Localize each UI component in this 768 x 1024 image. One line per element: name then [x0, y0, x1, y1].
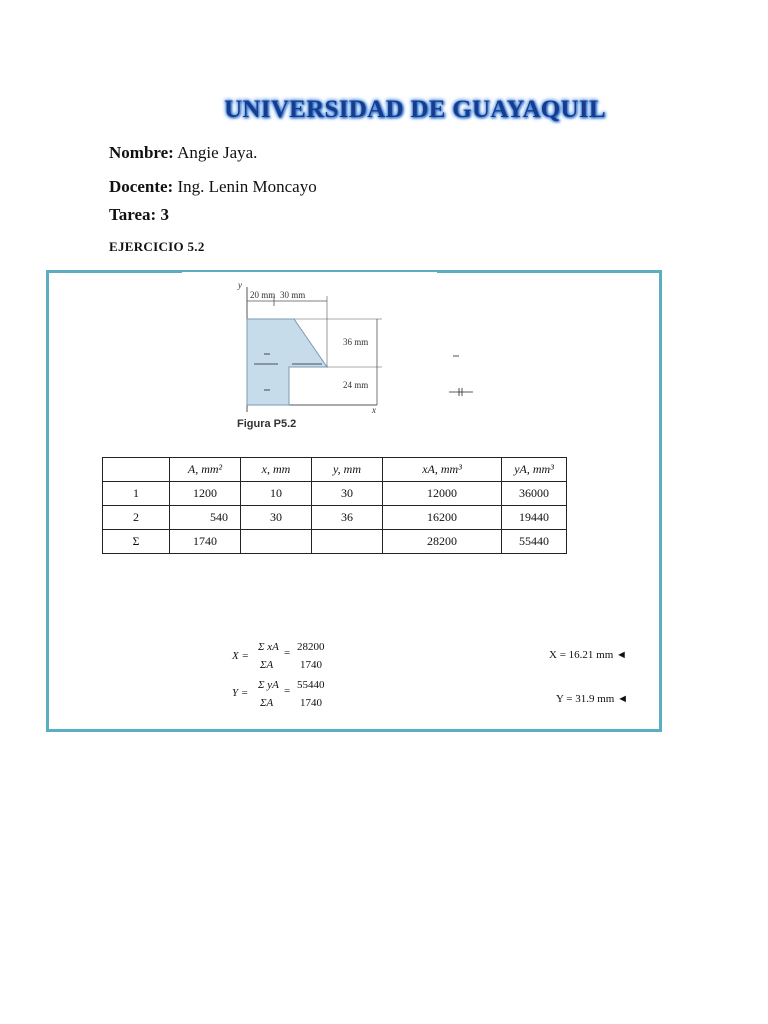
table-cell: 19440 [502, 506, 567, 530]
y-formula-den-val: 1740 [300, 697, 322, 709]
table-cell: 55440 [502, 530, 567, 554]
y-axis-label: y [238, 280, 242, 290]
table-header-cell: xA, mm³ [383, 458, 502, 482]
table-row [103, 506, 567, 530]
table-header-cell: y, mm [312, 458, 383, 482]
table-header-cell: x, mm [241, 458, 312, 482]
table-cell [241, 530, 312, 554]
table-cell: 2 [103, 506, 170, 530]
x-formula-eq: = [284, 647, 291, 659]
figure-p5-2 [182, 272, 437, 442]
table-header-cell: A, mm² [170, 458, 241, 482]
table-cell: 540 [170, 506, 241, 530]
shape-diagram [182, 272, 437, 442]
table-cell: 16200 [383, 506, 502, 530]
x-formula-num-val: 28200 [297, 641, 325, 653]
table-cell: 36 [312, 506, 383, 530]
table-cell: 12000 [383, 482, 502, 506]
table-cell: Σ [103, 530, 170, 554]
table-cell: 36000 [502, 482, 567, 506]
table-cell: 28200 [383, 530, 502, 554]
table-row [103, 482, 567, 506]
dim-30mm: 30 mm [280, 290, 306, 300]
y-formula-num-val: 55440 [297, 679, 325, 691]
figure-caption: Figura P5.2 [237, 418, 297, 430]
docente-label: Docente: [109, 177, 174, 196]
y-formula-den-text: ΣA [260, 697, 274, 709]
table-cell: 1 [103, 482, 170, 506]
x-result: X = 16.21 mm ◄ [549, 649, 627, 661]
x-formula-den-text: ΣA [260, 659, 274, 671]
nombre-value: Angie Jaya. [173, 143, 258, 162]
table-header-row [103, 458, 567, 482]
y-formula-num [258, 679, 279, 691]
docente-value: Ing. Lenin Moncayo [173, 177, 317, 196]
teacher-name [109, 177, 317, 197]
table-header-cell [103, 458, 170, 482]
dim-20mm: 20 mm [250, 290, 276, 300]
y-formula-den [260, 697, 273, 709]
y-result: Y = 31.9 mm ◄ [556, 693, 628, 705]
dim-24mm: 24 mm [343, 380, 369, 390]
y-formula-num-text: Σ yA [258, 679, 279, 691]
tarea-label: Tarea: 3 [109, 205, 169, 224]
table-cell: 30 [312, 482, 383, 506]
student-name [109, 143, 257, 163]
table-cell [312, 530, 383, 554]
x-formula-den [260, 659, 273, 671]
nombre-label: Nombre: [109, 143, 174, 162]
centroid-table [102, 457, 567, 554]
table-cell: 30 [241, 506, 312, 530]
table-cell: 10 [241, 482, 312, 506]
x-formula-num [258, 641, 279, 653]
side-marks [445, 350, 485, 400]
x-formula-den-val: 1740 [300, 659, 322, 671]
table-header-cell: yA, mm³ [502, 458, 567, 482]
x-formula-lhs: X = [232, 650, 249, 662]
y-formula-lhs: Y = [232, 687, 249, 699]
task-number [109, 205, 169, 225]
composite-shape [247, 319, 327, 405]
page-title: UNIVERSIDAD DE GUAYAQUIL [224, 96, 606, 123]
x-axis-label: x [372, 405, 376, 415]
exercise-label: EJERCICIO 5.2 [109, 239, 205, 254]
table-cell: 1740 [170, 530, 241, 554]
table-cell: 1200 [170, 482, 241, 506]
y-formula-eq: = [284, 685, 291, 697]
x-formula-num-text: Σ xA [258, 641, 279, 653]
table-row [103, 530, 567, 554]
dim-36mm: 36 mm [343, 337, 369, 347]
